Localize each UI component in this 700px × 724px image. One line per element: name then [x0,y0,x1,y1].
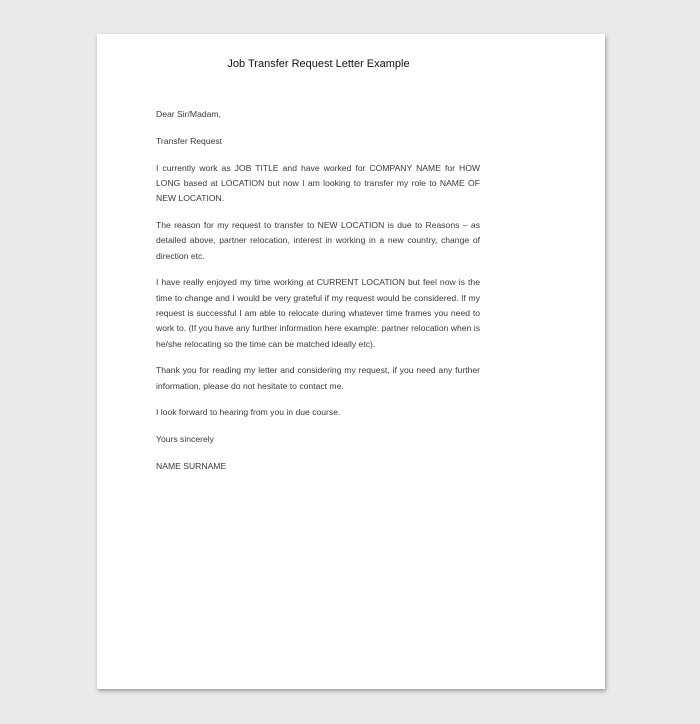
paragraph-look-forward: I look forward to hearing from you in due course. [156,407,341,418]
salutation: Dear Sir/Madam, [156,109,221,119]
closing: Yours sincerely [156,434,214,445]
document-page [97,34,605,689]
paragraph-thanks: Thank you for reading my letter and considering my request, if you need any further information, please do not hesitate to contact me. [156,365,480,391]
letter-body [156,107,480,486]
signature: NAME SURNAME [156,461,227,472]
paragraph-request: I have really enjoyed my time working at CURRENT LOCATION but feel now is the time to change and I would be very grateful if my request would be considered. If my request is successful I am able to relocate during whatever time frames you need to work to. (If you have any further information here example: partner relocation when is he/she relocating so the time can be matched ideally etc). [156,277,480,349]
subject-line: Transfer Request [156,135,223,146]
paragraph-reason: The reason for my request to transfer to NEW LOCATION is due to Reasons – as detailed above, partner relocation, interest in working in a new country, change of direction etc. [156,219,480,261]
document-title: Job Transfer Request Letter Example [227,58,410,70]
paragraph-current-role: I currently work as JOB TITLE and have worked for COMPANY NAME for HOW LONG based at LOCATION but now I am looking to transfer my role to NAME OF NEW LOCATION. [156,162,480,204]
